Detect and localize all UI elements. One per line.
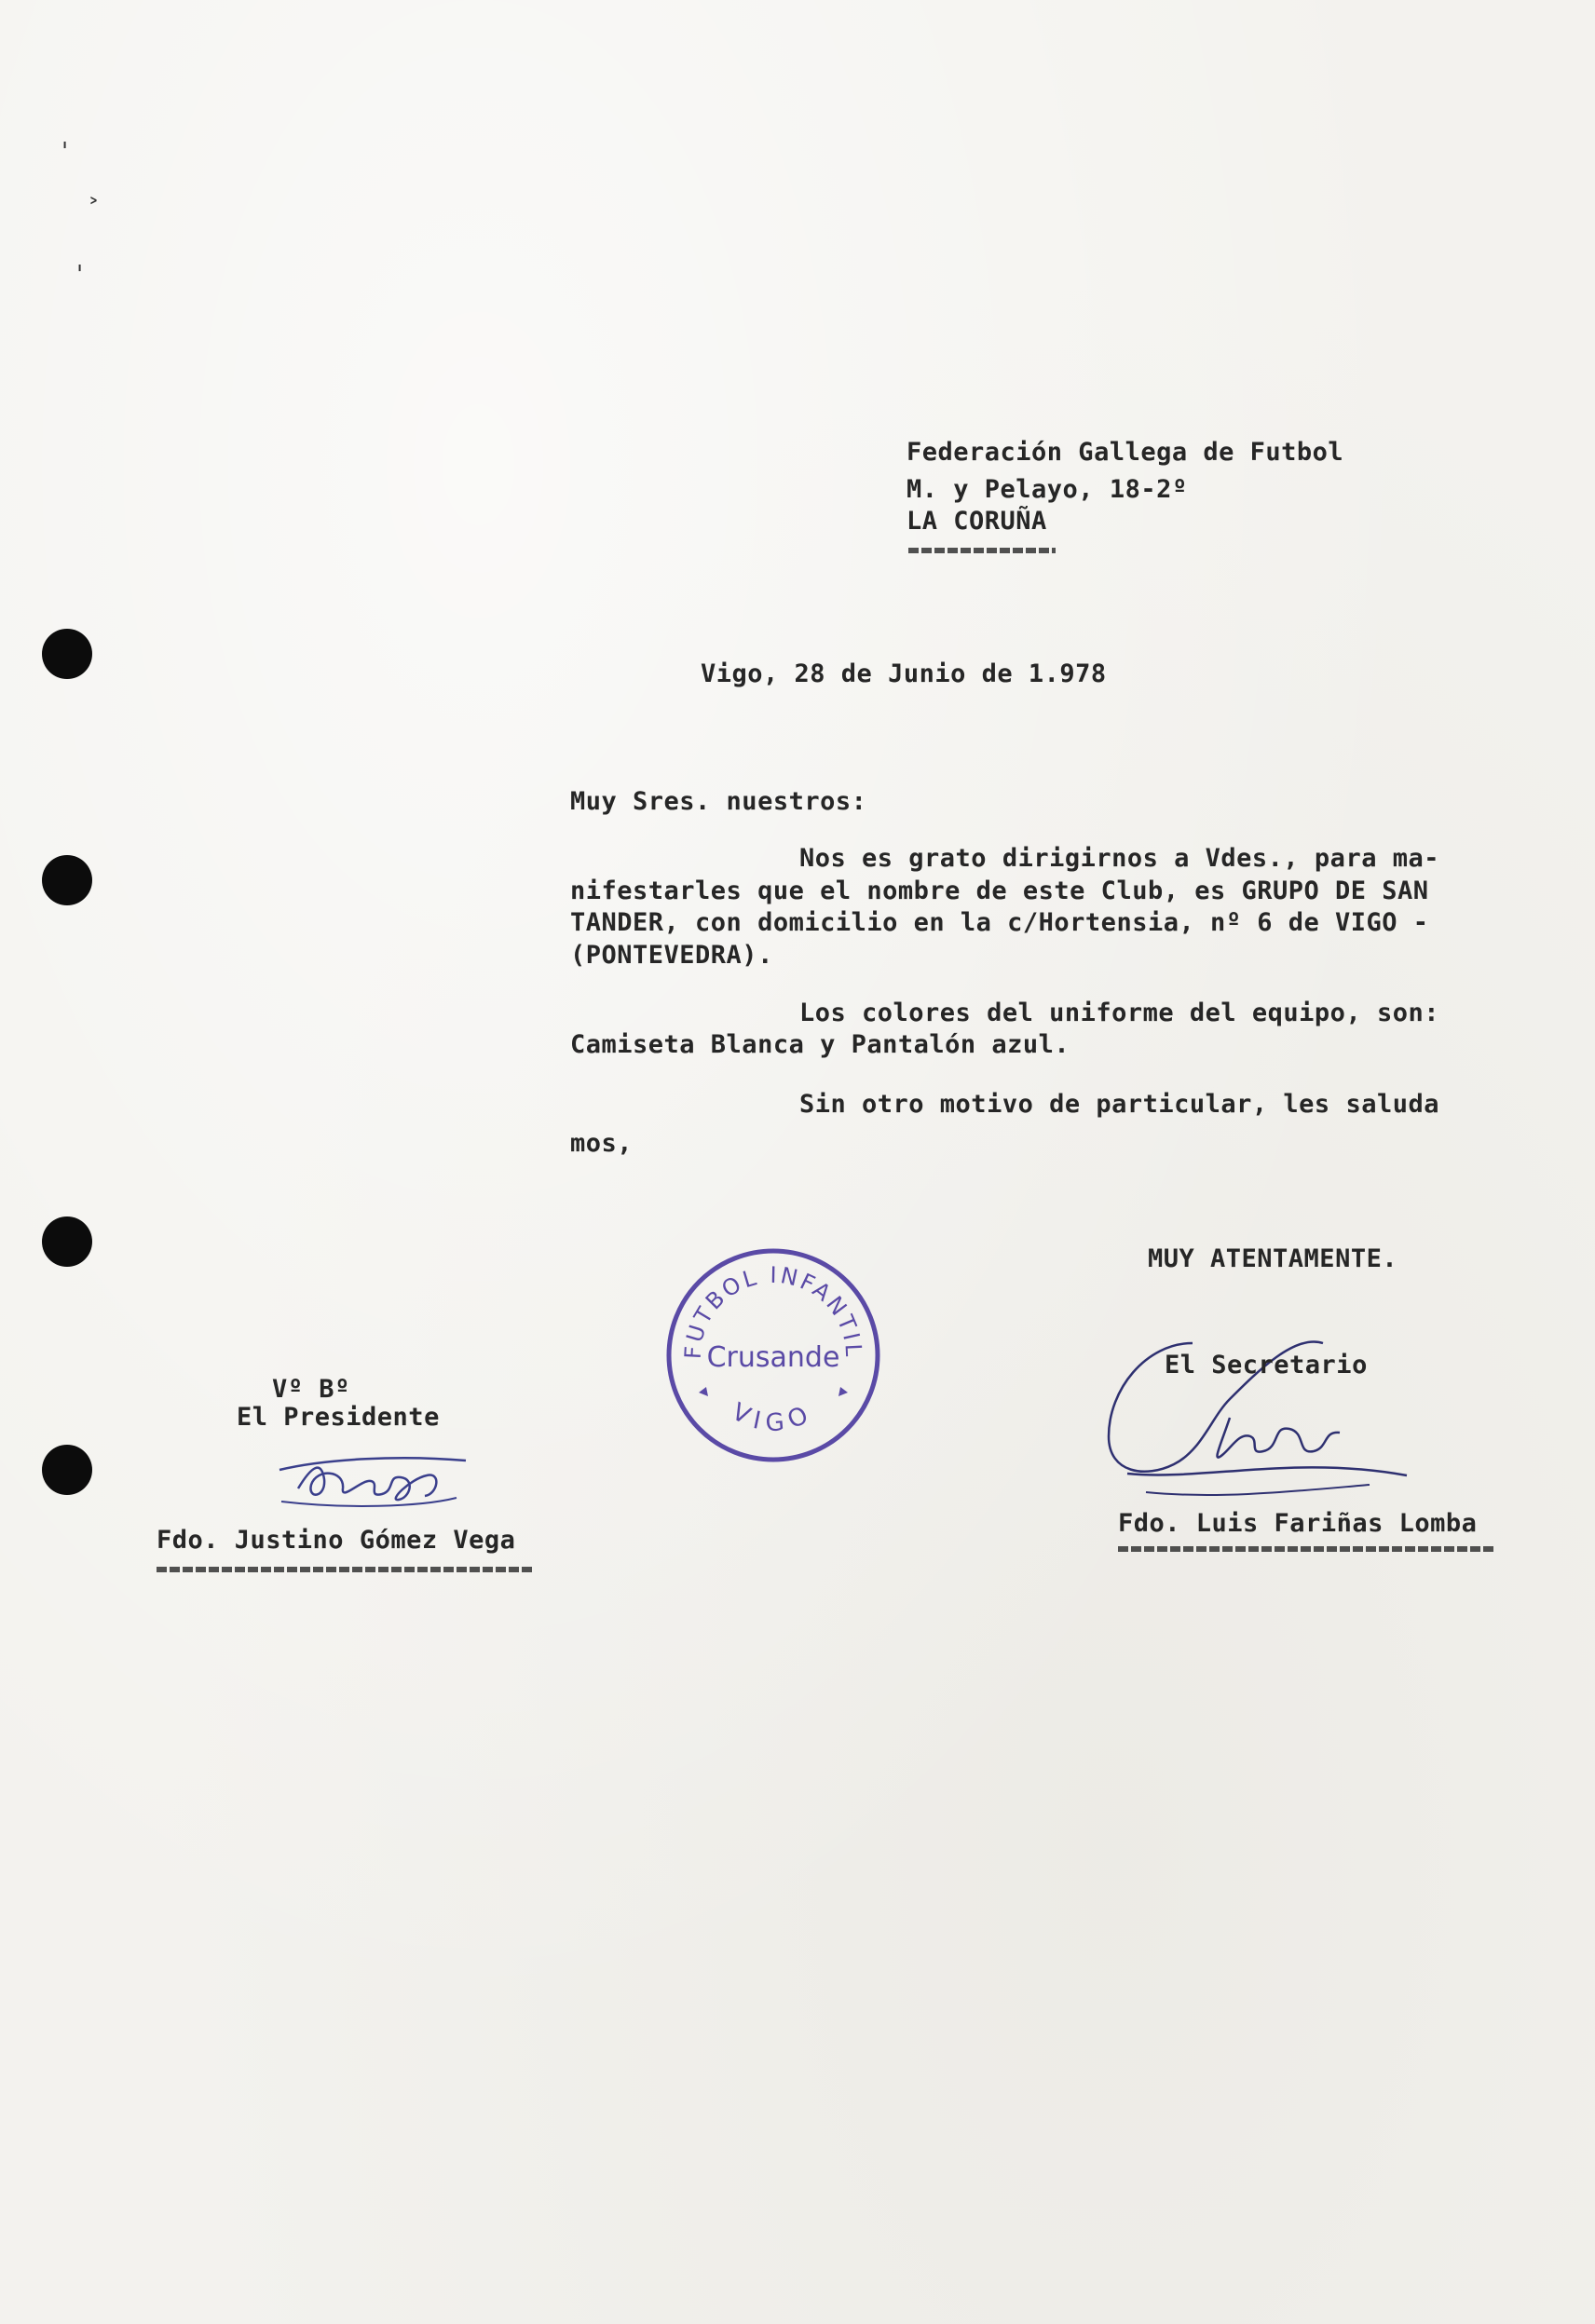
- club-stamp: [663, 1245, 883, 1465]
- body-paragraph-3-line-2: mos,: [570, 1129, 634, 1158]
- margin-mark: ': [61, 138, 69, 166]
- svg-text:VIGO: [728, 1398, 820, 1438]
- body-paragraph-1-line-3: TANDER, con domicilio en la c/Hortensia, nº 6 de VIGO -: [570, 908, 1429, 937]
- president-underline: [157, 1567, 535, 1572]
- body-paragraph-3-line-1: Sin otro motivo de particular, les saluda: [799, 1090, 1439, 1119]
- president-role: El Presidente: [237, 1403, 440, 1432]
- body-paragraph-1-line-1: Nos es grato dirigirnos a Vdes., para ma-: [799, 844, 1439, 873]
- secretary-role: El Secretario: [1165, 1351, 1368, 1379]
- stamp-bottom-text: VIGO: [727, 1397, 820, 1438]
- punch-hole: [42, 629, 92, 679]
- body-paragraph-1-line-4: (PONTEVEDRA).: [570, 941, 773, 970]
- punch-hole: [42, 1445, 92, 1495]
- president-signature: [270, 1442, 484, 1516]
- recipient-line-2: M. y Pelayo, 18-2º: [907, 475, 1188, 504]
- stamp-graphic: [663, 1245, 883, 1465]
- margin-mark: ': [76, 261, 84, 289]
- star-icon: [699, 1387, 708, 1396]
- vobo-label: Vº Bº: [272, 1375, 350, 1404]
- date-line: Vigo, 28 de Junio de 1.978: [701, 659, 1107, 688]
- president-signed-name: Fdo. Justino Gómez Vega: [157, 1526, 516, 1555]
- recipient-line-1: Federación Gallega de Futbol: [907, 438, 1344, 467]
- salutation: Muy Sres. nuestros:: [570, 787, 867, 816]
- body-paragraph-2-line-2: Camiseta Blanca y Pantalón azul.: [570, 1030, 1070, 1059]
- stamp-top-text: FUTBOL INFANTIL: [679, 1261, 867, 1360]
- margin-mark: ˃: [88, 196, 100, 224]
- body-paragraph-2-line-1: Los colores del uniforme del equipo, son:: [799, 999, 1439, 1027]
- punch-hole: [42, 855, 92, 905]
- star-icon: [838, 1387, 848, 1396]
- secretary-underline: [1118, 1546, 1494, 1552]
- secretary-signed-name: Fdo. Luis Fariñas Lomba: [1118, 1509, 1478, 1538]
- stamp-center-text: Crusande: [706, 1341, 840, 1374]
- recipient-underline: [908, 548, 1056, 553]
- recipient-line-3: LA CORUÑA: [907, 507, 1047, 536]
- body-paragraph-1-line-2: nifestarles que el nombre de este Club, es GRUPO DE SAN: [570, 877, 1429, 905]
- closing: MUY ATENTAMENTE.: [1148, 1244, 1398, 1273]
- punch-hole: [42, 1216, 92, 1267]
- secretary-signature: [1090, 1315, 1425, 1511]
